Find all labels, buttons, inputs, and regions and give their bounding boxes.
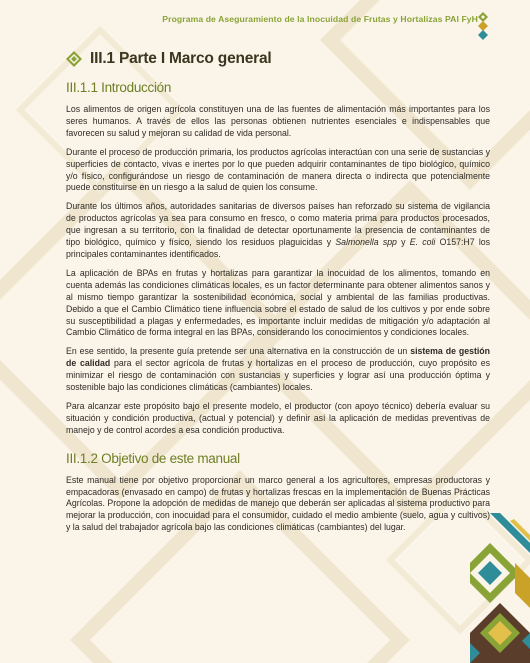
- intro-paragraph-5-text-b: para el sector agrícola de frutas y hortalizas en el proceso de producción, cuyo propósito es minimizar el riesgo de contaminación con sustancias y superficies y lograr así una producción óptima y sostenible bajo las condiciones climáticas (cambiantes) locales.: [66, 358, 491, 393]
- intro-heading: III.1.1 Introducción: [66, 80, 172, 95]
- intro-paragraph-5-text-a: En ese sentido, la presente guía pretende ser una alternativa en la construcción de un: [66, 346, 411, 357]
- intro-paragraph-6: Para alcanzar este propósito bajo el presente modelo, el productor (con apoyo técnico) debería evaluar su situación y condición productiva, (actual y potencial) y definir así la aplicación de medidas preventivas de manejo y de control acordes a esa condición productiva.: [66, 400, 490, 435]
- intro-paragraph-3-text-c: O157:H7 los principales contaminantes identificados.: [66, 237, 491, 259]
- section-heading: [66, 50, 272, 68]
- intro-paragraph-5: [66, 346, 490, 394]
- ecoli-italic: E. coli: [409, 237, 436, 248]
- diamond-stack-icon: [478, 12, 488, 40]
- quality-system-bold: sistema de gestión de calidad: [66, 346, 490, 369]
- intro-paragraph-2: Durante el proceso de producción primaria, los productos agrícolas interactúan con una serie de sustancias y superficies de contacto, vivas e inertes por lo que pueden adquirir contaminantes de tipo biológico, químico y/o físico, configurándose un riesgo de contaminación de manera directa o indirecta que potencialmente puede constituirse en un riesgo a la salud de quien los consume.: [66, 146, 490, 193]
- intro-paragraph-3-text-a: Durante los últimos años, autoridades sanitarias de diversos países han reforzado su sistema de vigilancia de productos agrícolas ya sea para consumo en fresco, o como materia prima para productos procesados, que ingresan a su territorio, con la finalidad de detectar oportunamente la presencia de contaminantes de tipo biológico, químico y físico, siendo los residuos plaguicidas y: [66, 201, 490, 248]
- salmonella-italic: Salmonella spp: [335, 237, 397, 248]
- diamond-bullet-icon: [66, 51, 82, 67]
- section-title: III.1 Parte I Marco general: [90, 50, 272, 67]
- intro-paragraph-3: [66, 201, 490, 261]
- intro-paragraph-4: La aplicación de BPAs en frutas y hortalizas para garantizar la inocuidad de los alimentos, tomando en cuenta además las condiciones climáticas locales, es un factor determinante para obtener alimentos sanos y al mismo tiempo garantizar la sostenibilidad económica, social y ambiental de las familias productivas. Debido a que el Cambio Climático tiene influencia sobre el estado de salud de los cultivos y por ende sobre su susceptibilidad a plagas y enfermedades, es importante incluir medidas de mitigación y/o adaptación al Cambio Climático de forma integral en las BPAs, considerando los conocimientos y condiciones locales.: [66, 267, 490, 338]
- header-title: Programa de Aseguramiento de la Inocuidad de Frutas y Hortalizas PAI FyH: [162, 14, 478, 24]
- intro-paragraph-1: Los alimentos de origen agrícola constituyen una de las fuentes de alimentación más importantes para los seres humanos. A través de ellos las personas obtienen nutrientes esenciales e indispensables que favorecen su salud y mejoran su calidad de vida personal.: [66, 104, 490, 138]
- page-content: [66, 80, 490, 541]
- objective-heading: III.1.2 Objetivo de este manual: [66, 450, 240, 466]
- objective-paragraph-1: Este manual tiene por objetivo proporcionar un marco general a los agricultores, empresas productoras y empacadoras (envasado en campo) de frutas y hortalizas frescas en la implementación de Buenas Prácticas Agrícolas. Propone la adopción de medidas de manejo que deberán ser aplicadas al sistema productivo para mejorar la producción, con inocuidad para el consumidor, cuidado el medio ambiente (suelo, agua y cultivos) y la salud del trabajador agrícola bajo las condiciones climáticas (cambiantes) del lugar.: [66, 474, 490, 533]
- intro-paragraph-3-text-b: y: [396, 237, 410, 248]
